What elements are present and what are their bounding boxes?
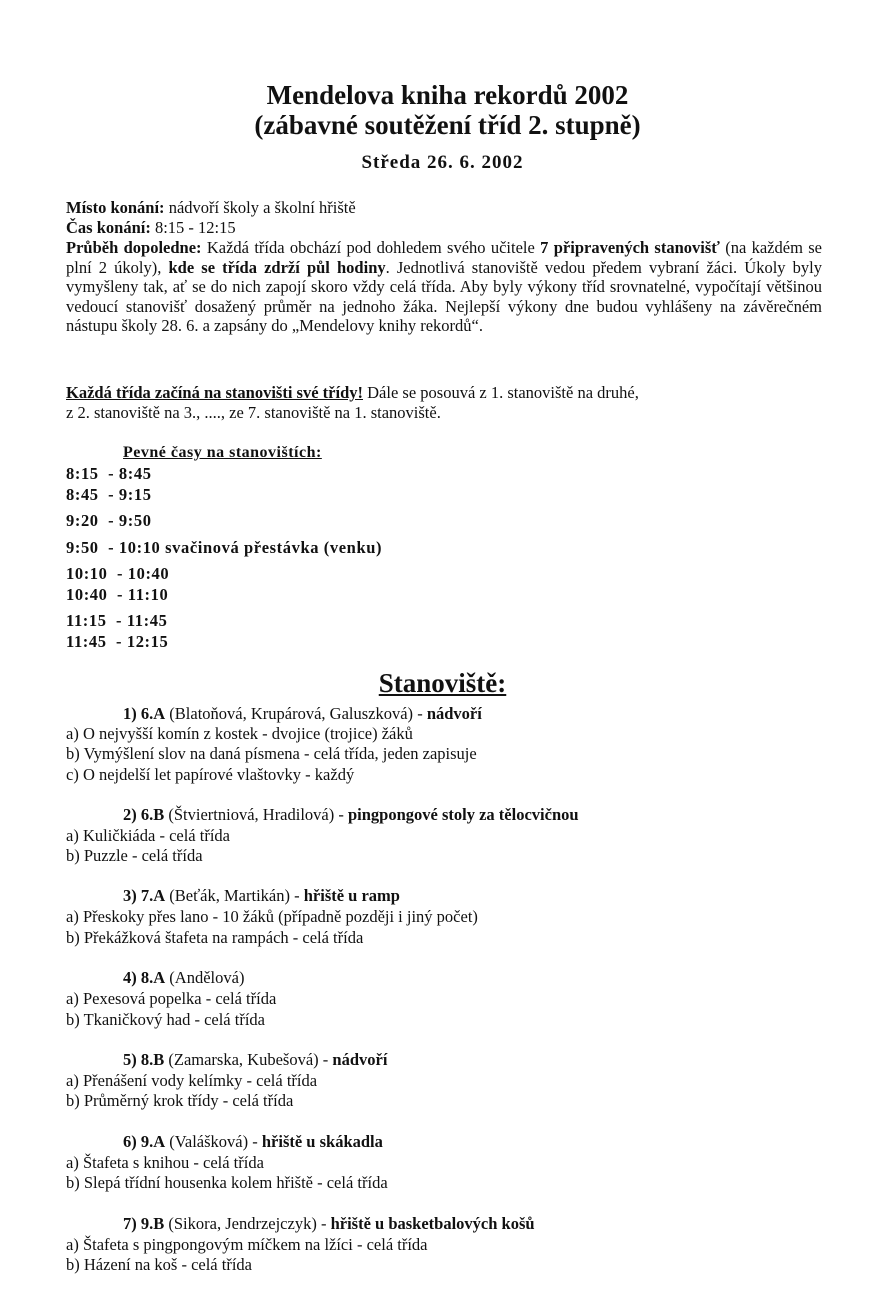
schedule-slot: 11:15 - 11:45	[66, 611, 168, 630]
station-people: (Zamarska, Kubešová)	[164, 1050, 319, 1069]
schedule-slot: 10:10 - 10:40	[66, 564, 170, 583]
schedule-slot-break: 9:50 - 10:10 svačinová přestávka (venku)	[66, 538, 383, 557]
station-heading	[123, 968, 244, 988]
station-place: hřiště u basketbalových košů	[330, 1214, 535, 1233]
time-line	[66, 218, 822, 238]
station-heading	[123, 1214, 535, 1234]
course-bold-1: 7 připravených stanovišť	[540, 238, 720, 257]
station-number: 7) 9.B	[123, 1214, 165, 1233]
course-bold-2: kde se třída zdrží půl hodiny	[168, 257, 386, 277]
schedule-heading: Pevné časy na stanovištích:	[123, 444, 322, 461]
course-text-2: (na každém se plní 2 úkoly),	[66, 238, 822, 277]
schedule-slot: 9:20 - 9:50	[66, 511, 152, 530]
course-text-3: . Jednotlivá stanoviště vedou předem vybraní žáci. Úkoly byly vymyšleny tak, ať se do nich zapojí skoro vždy celá třída. Aby byly výkony tříd srovnatelné, vypočítají většinou vedoucí stanovišť dosažený průměr na jednoho žáka. Nejlepší výkony dne budou vyhlášeny na závěrečném nástupu školy 28. 6. a zapsány do „Mendelovy knihy rekordů“.	[66, 257, 822, 335]
station-number: 1) 6.A	[123, 704, 166, 723]
course-paragraph	[66, 238, 822, 336]
time-value: 8:15 - 12:15	[150, 218, 236, 237]
schedule-slot: 8:15 - 8:45	[66, 464, 152, 483]
station-number: 5) 8.B	[123, 1050, 165, 1069]
course-label: Průběh dopoledne:	[66, 238, 202, 257]
station-task: a) Kuličkiáda - celá třída	[66, 826, 230, 845]
station-task: a) Pexesová popelka - celá třída	[66, 989, 277, 1008]
station-sep: -	[289, 886, 304, 905]
schedule-slot: 11:45 - 12:15	[66, 632, 169, 651]
station-sep: -	[248, 1132, 262, 1151]
station-task: b) Průměrný krok třídy - celá třída	[66, 1091, 294, 1110]
rotation-line-2: z 2. stanoviště na 3., ...., ze 7. stanoviště na 1. stanoviště.	[66, 403, 441, 422]
schedule-slot: 10:40 - 11:10	[66, 585, 169, 604]
station-people: (Andělová)	[165, 968, 245, 987]
station-task: a) Přeskoky přes lano - 10 žáků (případně později i jiný počet)	[66, 907, 478, 926]
rotation-text-1: Dále se posouvá z 1. stanoviště na druhé,	[363, 383, 639, 402]
station-task: b) Překážková štafeta na rampách - celá třída	[66, 928, 364, 947]
station-sep: -	[316, 1214, 331, 1233]
rotation-line-1	[66, 383, 822, 403]
station-task: b) Tkaničkový had - celá třída	[66, 1010, 265, 1029]
station-task: b) Puzzle - celá třída	[66, 846, 203, 865]
station-sep: -	[318, 1050, 333, 1069]
event-date: Středa 26. 6. 2002	[361, 152, 524, 173]
station-task: b) Házení na koš - celá třída	[66, 1255, 252, 1274]
place-value: nádvoří školy a školní hřiště	[164, 198, 356, 217]
place-line	[66, 198, 822, 218]
station-task: b) Slepá třídní housenka kolem hřiště - celá třída	[66, 1173, 388, 1192]
time-label: Čas konání:	[66, 218, 151, 237]
station-heading	[123, 886, 400, 906]
station-task: a) Přenášení vody kelímky - celá třída	[66, 1071, 318, 1090]
station-people: (Blatoňová, Krupárová, Galuszková)	[165, 704, 414, 723]
station-number: 3) 7.A	[123, 886, 166, 905]
station-task: c) O nejdelší let papírové vlaštovky - každý	[66, 765, 355, 784]
schedule-slot: 8:45 - 9:15	[66, 485, 152, 504]
station-heading	[123, 805, 579, 825]
station-place: nádvoří	[426, 704, 482, 723]
station-place: hřiště u skákadla	[261, 1132, 383, 1151]
station-number: 2) 6.B	[123, 805, 165, 824]
station-people: (Beťák, Martikán)	[165, 886, 290, 905]
document-title: Mendelova kniha rekordů 2002	[266, 80, 629, 110]
rotation-bold: Každá třída začíná na stanovišti své třídy!	[66, 383, 363, 402]
station-place: hřiště u ramp	[303, 886, 400, 905]
station-sep: -	[413, 704, 427, 723]
place-label: Místo konání:	[66, 198, 165, 217]
station-place: pingpongové stoly za tělocvičnou	[348, 805, 579, 824]
station-task: b) Vymýšlení slov na daná písmena - celá třída, jeden zapisuje	[66, 744, 477, 763]
station-place: nádvoří	[332, 1050, 388, 1069]
station-people: (Štviertniová, Hradilová)	[164, 805, 335, 824]
station-people: (Valášková)	[165, 1132, 249, 1151]
station-task: a) O nejvyšší komín z kostek - dvojice (trojice) žáků	[66, 724, 413, 743]
station-task: a) Štafeta s pingpongovým míčkem na lžíci - celá třída	[66, 1235, 428, 1254]
course-text-1: Každá třída obchází pod dohledem svého učitele	[201, 238, 541, 257]
station-heading	[123, 1132, 383, 1152]
station-heading	[123, 704, 482, 724]
station-task: a) Štafeta s knihou - celá třída	[66, 1153, 264, 1172]
station-heading	[123, 1050, 387, 1070]
station-sep: -	[334, 805, 348, 824]
station-people: (Sikora, Jendrzejczyk)	[164, 1214, 317, 1233]
station-number: 6) 9.A	[123, 1132, 166, 1151]
station-number: 4) 8.A	[123, 968, 166, 987]
document-subtitle: (zábavné soutěžení tříd 2. stupně)	[254, 110, 641, 140]
stations-heading: Stanoviště:	[378, 668, 507, 698]
